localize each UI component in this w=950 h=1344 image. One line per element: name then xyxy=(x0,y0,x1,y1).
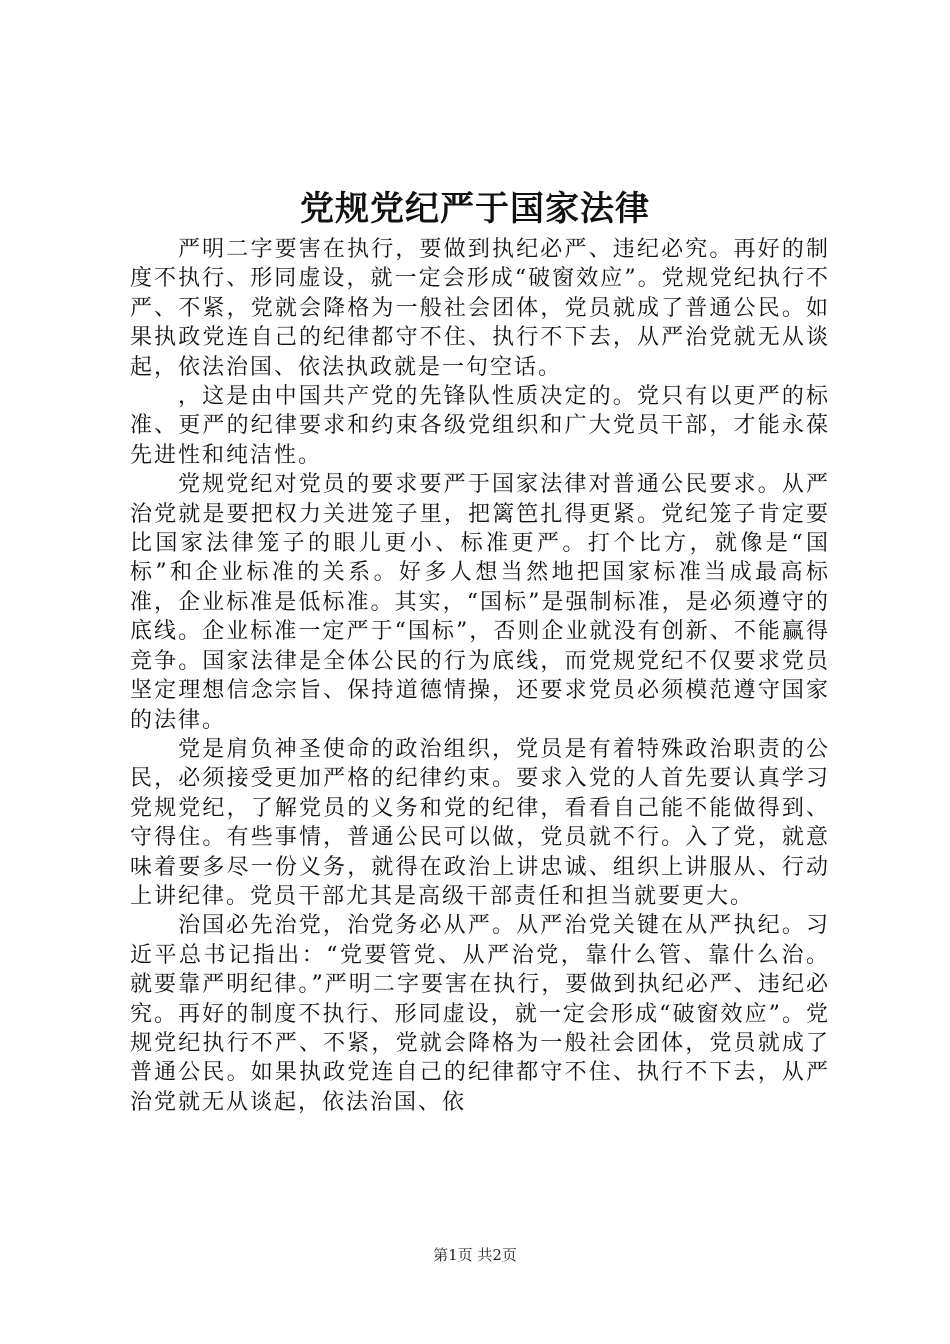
paragraph: 党规党纪对党员的要求要严于国家法律对普通公民要求。从严治党就是要把权力关进笼子里，把篱笆扎得更紧。党纪笼子肯定要比国家法律笼子的眼儿更小、标准更严。打个比方，就像是“国标”和企业标准的关系。好多人想当然地把国家标准当成最高标准，企业标准是低标准。其实，“国标”是强制标准，是必须遵守的底线。企业标准一定严于“国标”，否则企业就没有创新、不能赢得竞争。国家法律是全体公民的行为底线，而党规党纪不仅要求党员坚定理想信念宗旨、保持道德情操，还要求党员必须模范遵守国家的法律。 xyxy=(130,472,830,733)
page-number-footer: 第1页 共2页 xyxy=(433,1246,517,1264)
document-body xyxy=(130,235,830,1117)
paragraph: 治国必先治党，治党务必从严。从严治党关键在从严执纪。习近平总书记指出：“党要管党、从严治党，靠什么管、靠什么治。就要靠严明纪律。”严明二字要害在执行，要做到执纪必严、违纪必究。再好的制度不执行、形同虚设，就一定会形成“破窗效应”。党规党纪执行不严、不紧，党就会降格为一般社会团体，党员就成了普通公民。如果执政党连自己的纪律都守不住、执行不下去，从严治党就无从谈起，依法治国、依 xyxy=(130,913,830,1115)
paragraph: 党是肩负神圣使命的政治组织，党员是有着特殊政治职责的公民，必须接受更加严格的纪律约束。要求入党的人首先要认真学习党规党纪，了解党员的义务和党的纪律，看看自己能不能做得到、守得住。有些事情，普通公民可以做，党员就不行。入了党，就意味着要多尽一份义务，就得在政治上讲忠诚、组织上讲服从、行动上讲纪律。党员干部尤其是高级干部责任和担当就要更大。 xyxy=(130,736,830,909)
document-title: 党规党纪严于国家法律 xyxy=(300,189,650,229)
paragraph: 严明二字要害在执行，要做到执纪必严、违纪必究。再好的制度不执行、形同虚设，就一定会形成“破窗效应”。党规党纪执行不严、不紧，党就会降格为一般社会团体，党员就成了普通公民。如果执政党连自己的纪律都守不住、执行不下去，从严治党就无从谈起，依法治国、依法执政就是一句空话。 xyxy=(130,237,830,380)
paragraph: ，这是由中国共产党的先锋队性质决定的。党只有以更严的标准、更严的纪律要求和约束各级党组织和广大党员干部，才能永葆先进性和纯洁性。 xyxy=(130,384,830,468)
